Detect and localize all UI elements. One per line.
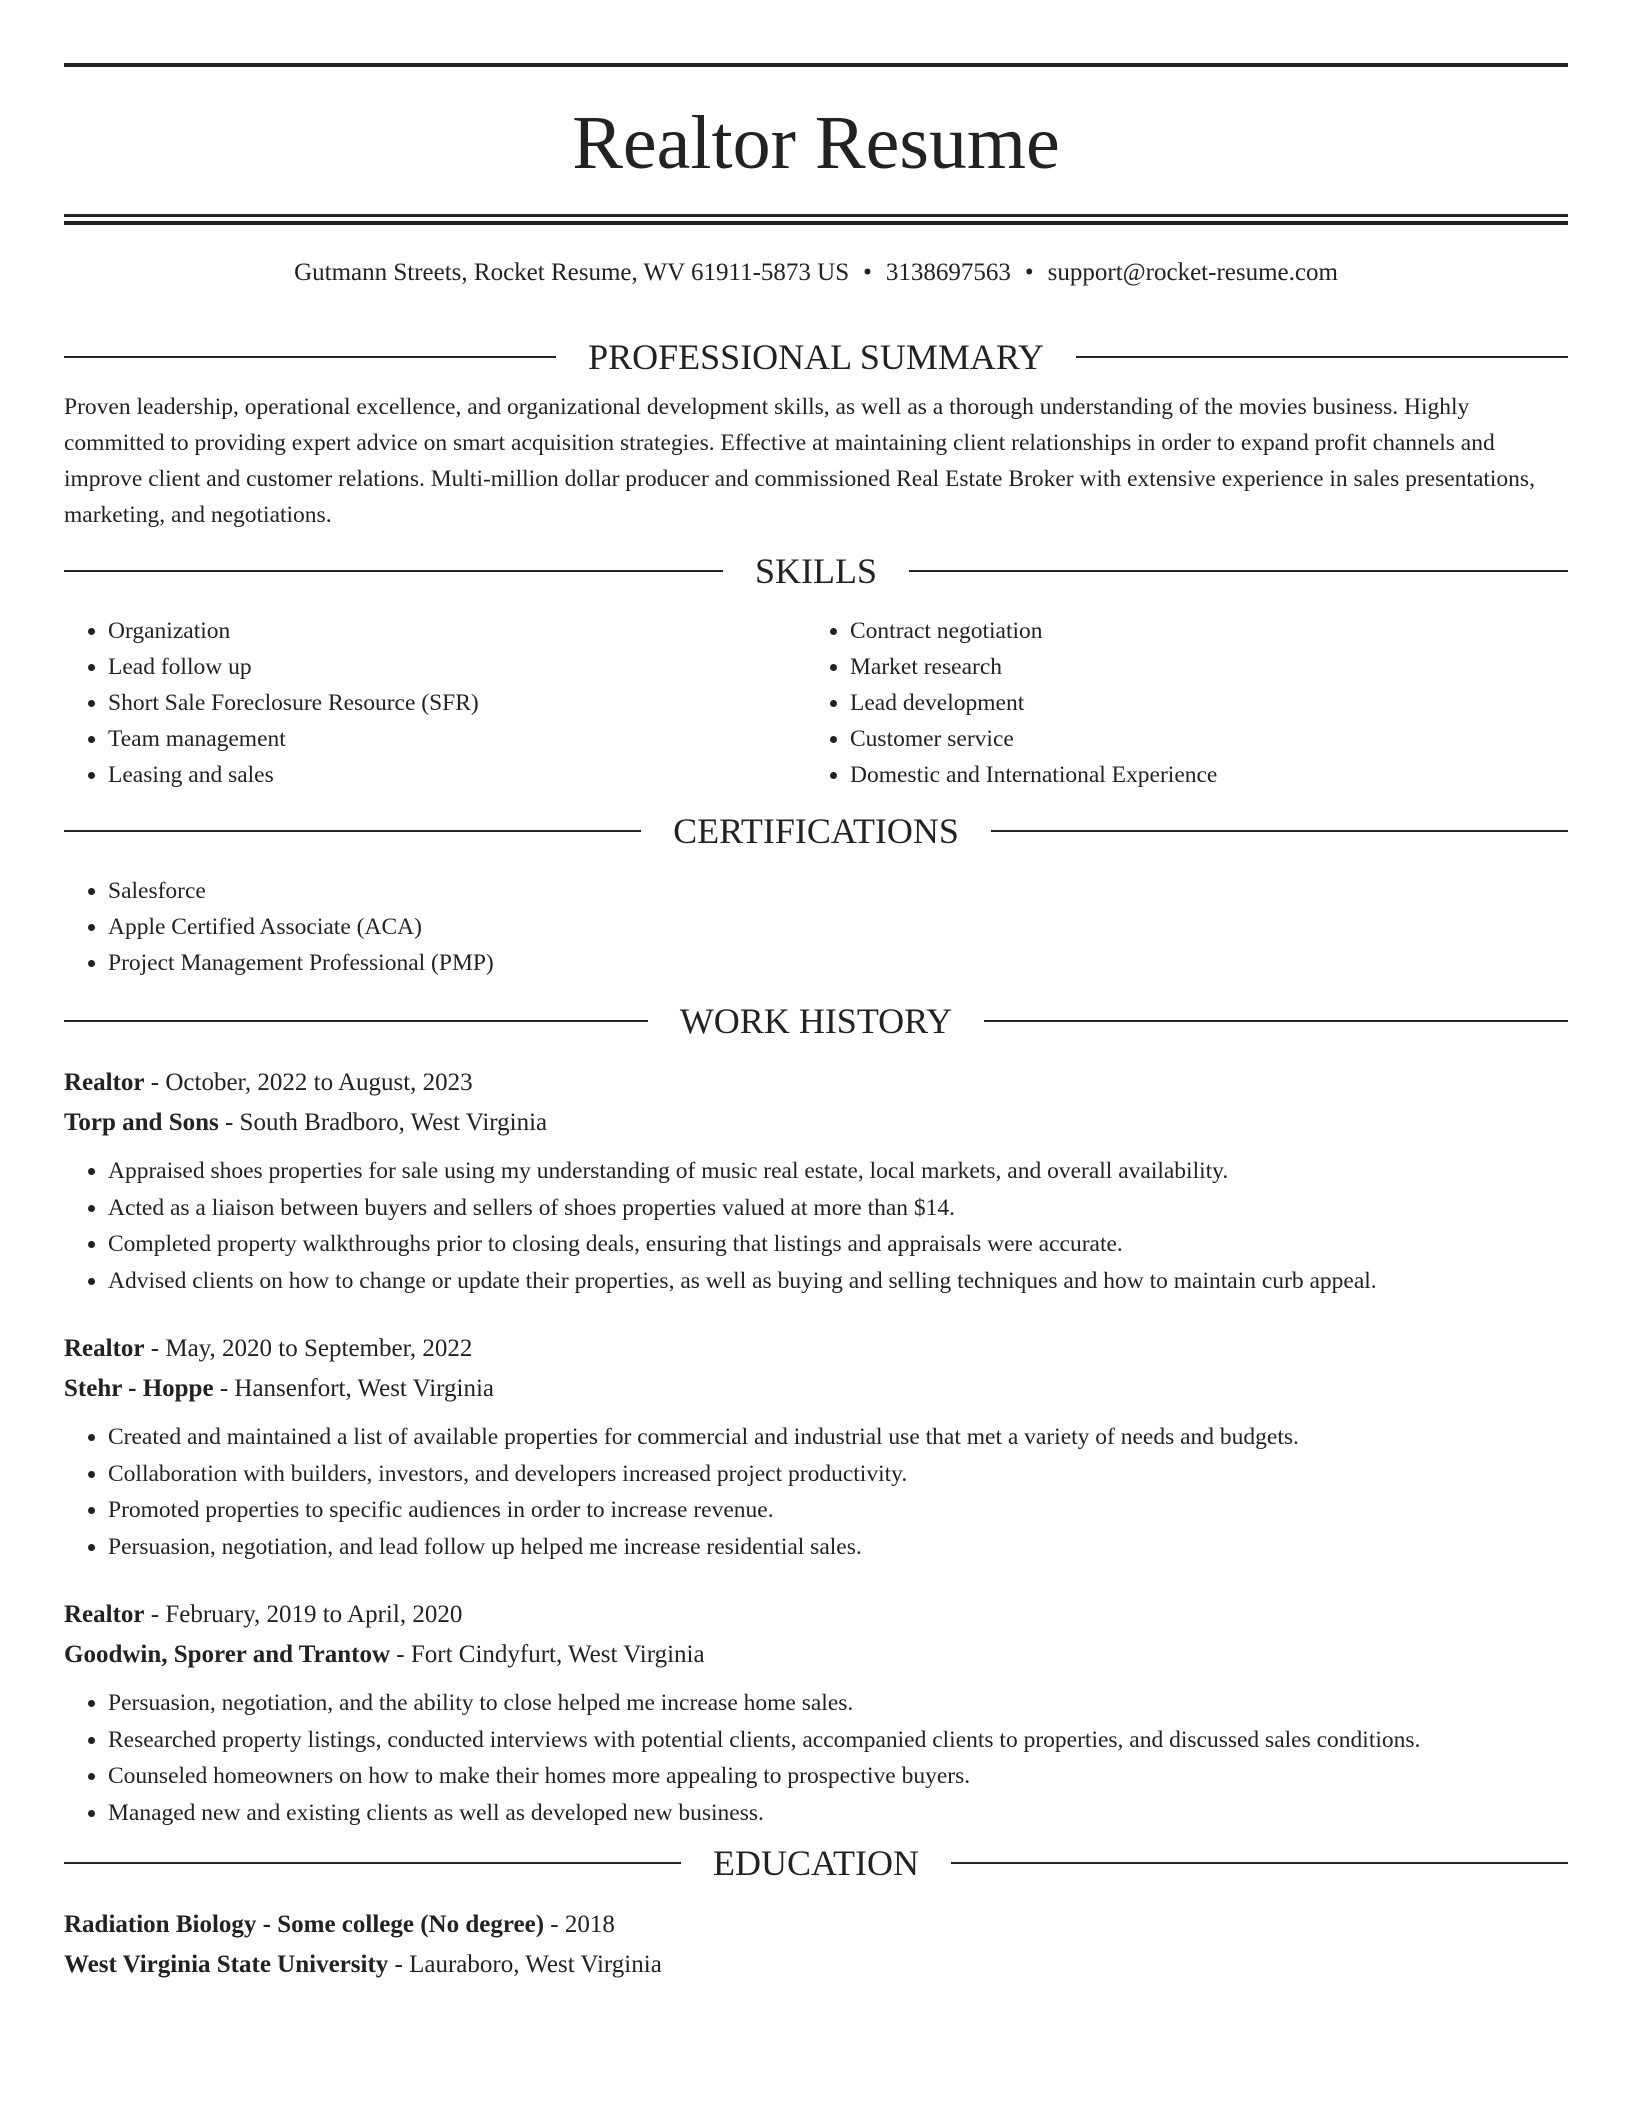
job-bullet: • Researched property listings, conducted interviews with potential clients, accompanied clients to properties, and discussed sales conditions.	[108, 1722, 1568, 1759]
education-school-line	[64, 1945, 1568, 1985]
job-title-line	[64, 1595, 1568, 1635]
job-bullet: • Created and maintained a list of available properties for commercial and industrial use that met a variety of needs and budgets.	[108, 1419, 1568, 1456]
summary-heading: PROFESSIONAL SUMMARY	[588, 337, 1044, 377]
job-company-line	[64, 1635, 1568, 1675]
skill-item: • Lead development	[850, 685, 1548, 721]
skill-item: • Market research	[850, 649, 1548, 685]
skills-heading: SKILLS	[755, 551, 878, 591]
job-company-line	[64, 1103, 1568, 1143]
job-bullet: • Managed new and existing clients as well as developed new business.	[108, 1795, 1568, 1832]
contact-line	[64, 258, 1568, 288]
skill-item: • Leasing and sales	[108, 757, 806, 793]
education-school: West Virginia State University	[64, 1951, 389, 1978]
job-bullet: • Collaboration with builders, investors, and developers increased project productivity.	[108, 1456, 1568, 1493]
divider-line	[64, 830, 641, 832]
top-rule	[64, 63, 1568, 67]
skill-item: • Short Sale Foreclosure Resource (SFR)	[108, 685, 806, 721]
skill-item: • Lead follow up	[108, 649, 806, 685]
job-location: - Hansenfort, West Virginia	[213, 1375, 495, 1402]
skill-item: • Organization	[108, 613, 806, 649]
certification-item: • Project Management Professional (PMP)	[108, 945, 1568, 981]
job-title-line	[64, 1063, 1568, 1103]
divider-line	[984, 1020, 1568, 1022]
education-location: - Lauraboro, West Virginia	[388, 1951, 662, 1978]
job-company: Goodwin, Sporer and Trantow	[64, 1641, 391, 1668]
job-title-line	[64, 1329, 1568, 1369]
job-company: Torp and Sons	[64, 1109, 219, 1136]
certifications-heading: CERTIFICATIONS	[673, 811, 959, 851]
divider-line	[951, 1862, 1568, 1864]
job-entry	[64, 1063, 1568, 1299]
contact-phone: 3138697563	[885, 259, 1011, 286]
contact-address: Gutmann Streets, Rocket Resume, WV 61911-5873 US	[294, 259, 850, 286]
skill-item: • Contract negotiation	[850, 613, 1548, 649]
job-bullet: • Completed property walkthroughs prior to closing deals, ensuring that listings and appraisals were accurate.	[108, 1226, 1568, 1263]
contact-separator: •	[1024, 259, 1034, 286]
education-year: - 2018	[544, 1911, 615, 1938]
job-bullet: • Persuasion, negotiation, and lead follow up helped me increase residential sales.	[108, 1529, 1568, 1566]
divider-line	[64, 570, 723, 572]
resume-title: Realtor Resume	[572, 101, 1060, 185]
education-heading: EDUCATION	[713, 1843, 919, 1883]
skill-item: • Team management	[108, 721, 806, 757]
job-entry	[64, 1329, 1568, 1565]
certification-item: • Apple Certified Associate (ACA)	[108, 909, 1568, 945]
divider-line	[1076, 356, 1568, 358]
job-dates: - February, 2019 to April, 2020	[144, 1601, 463, 1628]
divider-line	[64, 356, 556, 358]
skill-item: • Customer service	[850, 721, 1548, 757]
skill-item: • Domestic and International Experience	[850, 757, 1548, 793]
job-dates: - October, 2022 to August, 2023	[144, 1069, 473, 1096]
skills-column-right	[806, 613, 1548, 793]
title-double-rule	[64, 214, 1568, 225]
education-entry	[64, 1905, 1568, 1985]
skills-header	[64, 553, 1568, 589]
job-title: Realtor	[64, 1601, 145, 1628]
divider-line	[991, 830, 1568, 832]
job-bullet: • Persuasion, negotiation, and the ability to close helped me increase home sales.	[108, 1685, 1568, 1722]
education-header	[64, 1845, 1568, 1881]
skills-column-left	[64, 613, 806, 793]
summary-header	[64, 339, 1568, 375]
work-history-header	[64, 1003, 1568, 1039]
job-bullets	[64, 1419, 1568, 1565]
job-company: Stehr - Hoppe	[64, 1375, 214, 1402]
resume-page	[64, 63, 1568, 1985]
job-bullet: • Promoted properties to specific audiences in order to increase revenue.	[108, 1492, 1568, 1529]
job-bullet: • Advised clients on how to change or update their properties, as well as buying and selling techniques and how to maintain curb appeal.	[108, 1263, 1568, 1300]
divider-line	[64, 1020, 648, 1022]
job-bullets	[64, 1685, 1568, 1831]
skills-grid	[64, 613, 1568, 793]
divider-line	[909, 570, 1568, 572]
job-entry	[64, 1595, 1568, 1831]
education-degree-line	[64, 1905, 1568, 1945]
job-location: - South Bradboro, West Virginia	[218, 1109, 548, 1136]
job-title: Realtor	[64, 1069, 145, 1096]
summary-text: Proven leadership, operational excellence, and organizational development skills, as well as a thorough understanding of the movies business. Highly committed to providing expert advice on smart acquisition strategies. Effective at maintaining client relationships in order to expand profit channels and improve client and customer relations. Multi-million dollar producer and commissioned Real Estate Broker with extensive experience in sales presentations, marketing, and negotiations.	[64, 394, 1535, 528]
work-history-heading: WORK HISTORY	[679, 1001, 953, 1041]
contact-email: support@rocket-resume.com	[1047, 259, 1338, 286]
certification-item: • Salesforce	[108, 873, 1568, 909]
divider-line	[64, 1862, 681, 1864]
job-bullet: • Counseled homeowners on how to make their homes more appealing to prospective buyers.	[108, 1758, 1568, 1795]
job-location: - Fort Cindyfurt, West Virginia	[390, 1641, 705, 1668]
certifications-list	[64, 873, 1568, 981]
education-degree: Radiation Biology - Some college (No degree)	[64, 1911, 545, 1938]
job-bullet: • Acted as a liaison between buyers and sellers of shoes properties valued at more than $14.	[108, 1190, 1568, 1227]
certifications-header	[64, 813, 1568, 849]
job-title: Realtor	[64, 1335, 145, 1362]
job-company-line	[64, 1369, 1568, 1409]
job-bullets	[64, 1153, 1568, 1299]
job-bullet: • Appraised shoes properties for sale using my understanding of music real estate, local markets, and overall availability.	[108, 1153, 1568, 1190]
contact-separator: •	[863, 259, 872, 286]
job-dates: - May, 2020 to September, 2022	[144, 1335, 473, 1362]
